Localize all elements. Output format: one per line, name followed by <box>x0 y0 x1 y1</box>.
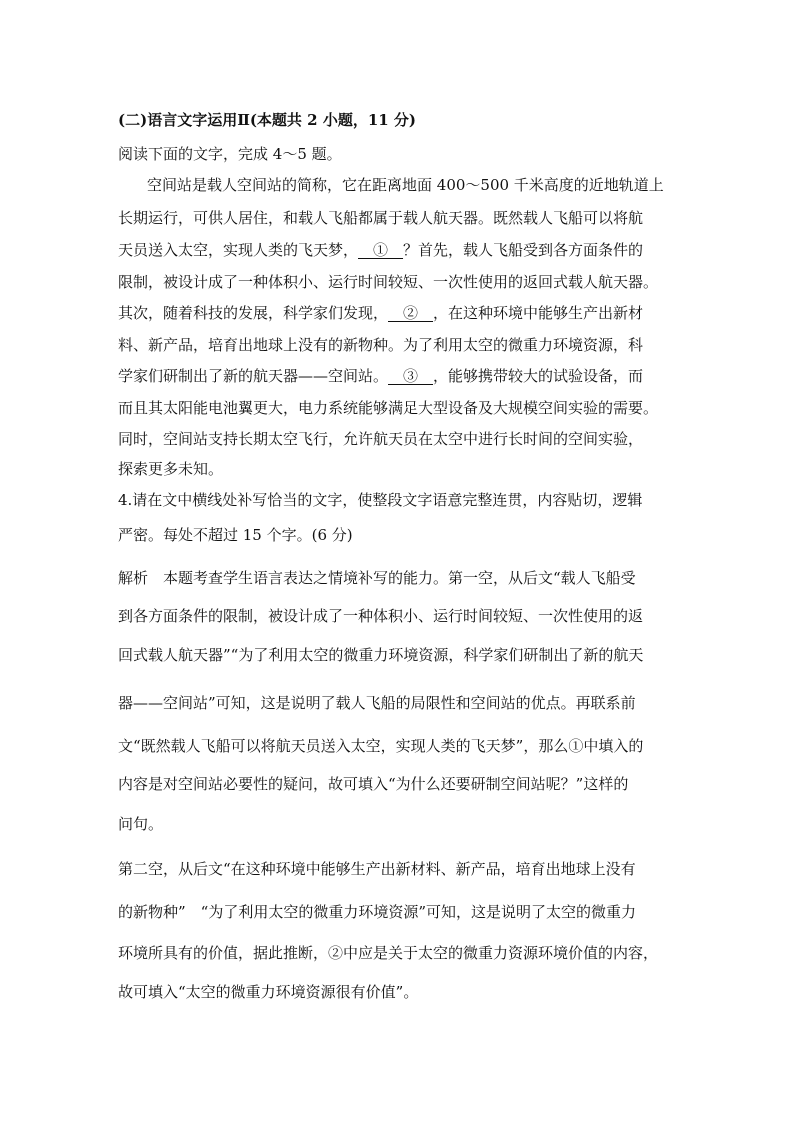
passage-line <box>118 303 643 323</box>
passage-line: 料、新产品，培育出地球上没有的新物种。为了利用太空的微重力环境资源，科 <box>118 336 644 354</box>
analysis-line: 环境所具有的价值，据此推断，②中应是关于太空的微重力资源环境价值的内容， <box>118 944 659 962</box>
passage-text: ，在这种环境中能够生产出新材 <box>433 304 644 322</box>
analysis-line: 第二空，从后文“在这种环境中能够生产出新材料、新产品，培育出地球上没有 <box>118 860 636 878</box>
analysis-line: 到各方面条件的限制，被设计成了一种体积小、运行时间较短、一次性使用的返 <box>118 607 644 625</box>
section-instruction: 阅读下面的文字，完成 4～5 题。 <box>118 145 342 163</box>
analysis-line: 故可填入“太空的微重力环境资源很有价值”。 <box>118 983 419 1001</box>
analysis-line: 的新物种” “为了利用太空的微重力环境资源”可知，这是说明了太空的微重力 <box>118 903 637 921</box>
analysis-line: 内容是对空间站必要性的疑问，故可填入“为什么还要研制空间站呢？”这样的 <box>118 775 629 793</box>
passage-line: 限制，被设计成了一种体积小、运行时间较短、一次性使用的返回式载人航天器。 <box>118 273 659 291</box>
passage-line: 空间站是载人空间站的简称，它在距离地面 400～500 千米高度的近地轨道上 <box>147 176 664 194</box>
analysis-line: 器——空间站”可知，这是说明了载人飞船的局限性和空间站的优点。再联系前 <box>118 694 636 712</box>
blank-1: __①__ <box>358 241 404 259</box>
blank-3: __③__ <box>388 367 434 385</box>
question-line: 4.请在文中横线处补写恰当的文字，使整段文字语意完整连贯，内容贴切，逻辑 <box>118 491 643 509</box>
passage-text: 学家们研制出了新的航天器——空间站。 <box>118 367 389 385</box>
section-header: (二)语言文字运用Ⅱ(本题共 2 小题，11 分) <box>118 111 417 129</box>
passage-line <box>118 240 643 260</box>
passage-text: ，能够携带较大的试验设备，而 <box>433 367 644 385</box>
analysis-line: 解析 本题考查学生语言表达之情境补写的能力。第一空，从后文“载人飞船受 <box>118 569 636 587</box>
analysis-line: 文“既然载人飞船可以将航天员送入太空，实现人类的飞天梦”，那么①中填入的 <box>118 737 644 755</box>
passage-line: 而且其太阳能电池翼更大，电力系统能够满足大型设备及大规模空间实验的需要。 <box>118 399 659 417</box>
analysis-line: 回式载人航天器”“为了利用太空的微重力环境资源，科学家们研制出了新的航天 <box>118 646 644 664</box>
passage-line: 探索更多未知。 <box>118 460 224 478</box>
question-line: 严密。每处不超过 15 个字。(6 分) <box>118 526 353 544</box>
blank-2: __②__ <box>388 304 434 322</box>
passage-line <box>118 366 643 386</box>
passage-text: 其次，随着科技的发展，科学家们发现， <box>118 304 389 322</box>
analysis-line: 问句。 <box>118 815 164 833</box>
passage-line: 同时，空间站支持长期太空飞行，允许航天员在太空中进行长时间的空间实验， <box>118 430 644 448</box>
passage-text: 天员送入太空，实现人类的飞天梦， <box>118 241 359 259</box>
passage-line: 长期运行，可供人居住，和载人飞船都属于载人航天器。既然载人飞船可以将航 <box>118 209 644 227</box>
passage-text: ？首先，载人飞船受到各方面条件的 <box>403 241 644 259</box>
